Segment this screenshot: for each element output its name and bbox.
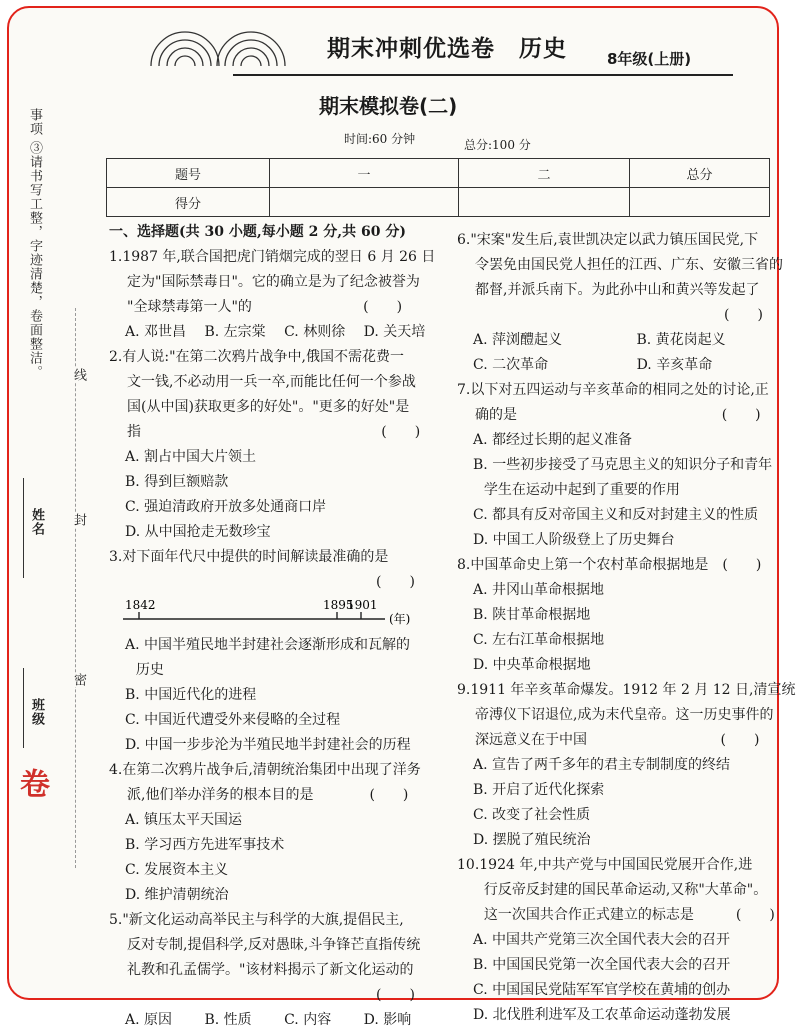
answer-option: C. 二次革命 D. 辛亥革命: [473, 357, 713, 373]
question-text: 行反帝反封建的国民革命运动,又称"大革命"。: [475, 882, 768, 898]
time-scale-label: 1895: [323, 598, 354, 612]
question-text: 3.对下面年代尺中提供的时间解读最准确的是: [109, 549, 389, 565]
time-scale-unit: (年): [389, 612, 411, 626]
score-header-cell: 题号: [107, 159, 270, 188]
answer-option: B. 中国近代化的进程: [125, 687, 257, 703]
score-row-label: 得分: [107, 188, 270, 217]
question-text: 5."新文化运动高举民主与科学的大旗,提倡民主,: [109, 912, 404, 928]
time-scale: [109, 595, 449, 633]
answer-option: B. 陕甘革命根据地: [473, 607, 591, 623]
bleed-through-area: [105, 88, 325, 148]
question-text: "全球禁毒第一人"的 ( ): [127, 299, 403, 315]
total-score: 总分:100 分: [464, 138, 531, 152]
question-text: 7.以下对五四运动与辛亥革命的相同之处的讨论,正: [457, 382, 769, 398]
time-scale-label: 1901: [347, 598, 378, 612]
question-text: 派,他们举办洋务的根本目的是 ( ): [127, 787, 409, 803]
question-text: ( ): [109, 987, 415, 1003]
time-scale-svg: [109, 595, 409, 633]
question-text: 6."宋案"发生后,袁世凯决定以武力镇压国民党,下: [457, 232, 759, 248]
paper-title: 期末模拟卷(二): [319, 94, 458, 118]
score-cell: [270, 188, 459, 217]
question-text: 定为"国际禁毒日"。它的确立是为了纪念被誉为: [127, 274, 420, 290]
class-underline: [23, 668, 24, 748]
answer-option: D. 中央革命根据地: [473, 657, 591, 673]
answer-option: C. 发展资本主义: [125, 862, 229, 878]
question-text: 历史: [127, 662, 164, 678]
question-text: 确的是 ( ): [475, 407, 761, 423]
answer-option: B. 得到巨额赔款: [125, 474, 229, 490]
question-text: 这一次国共合作正式建立的标志是 ( ): [475, 907, 775, 923]
question-text: 帝溥仪下诏退位,成为末代皇帝。这一历史事件的: [475, 707, 774, 723]
question-text: 学生在运动中起到了重要的作用: [475, 482, 680, 498]
seal-word-mi: 密: [71, 673, 86, 687]
question-text: 国(从中国)获取更多的好处"。"更多的好处"是: [127, 399, 410, 415]
score-header-cell: 一: [270, 159, 459, 188]
score-table: [106, 158, 770, 217]
answer-option: D. 从中国抢走无数珍宝: [125, 524, 271, 540]
score-cell: [459, 188, 630, 217]
exam-page: [7, 6, 796, 1028]
name-underline: [23, 478, 24, 578]
question-text: 2.有人说:"在第二次鸦片战争中,俄国不需花费一: [109, 349, 404, 365]
question-text: 文一钱,不必动用一兵一卒,而能比任何一个参战: [127, 374, 416, 390]
answer-option: D. 中国工人阶级登上了历史舞台: [473, 532, 675, 548]
answer-option: A. 中国共产党第三次全国代表大会的召开: [473, 932, 731, 948]
answer-option: D. 维护清朝统治: [125, 887, 229, 903]
question-text: 深远意义在于中国 ( ): [475, 732, 760, 748]
answer-option: C. 中国国民党陆军军官学校在黄埔的创办: [473, 982, 731, 998]
header-rule: [233, 74, 733, 76]
question-text: ( ): [109, 574, 415, 590]
answer-option: B. 中国国民党第一次全国代表大会的召开: [473, 957, 731, 973]
answer-option: A. 邓世昌 B. 左宗棠 C. 林则徐 D. 关天培: [125, 324, 426, 340]
answer-option: B. 开启了近代化探索: [473, 782, 605, 798]
rainbow-arcs-logo: [147, 16, 297, 68]
question-text: 礼教和孔孟儒学。"该材料揭示了新文化运动的: [127, 962, 414, 978]
question-text: 9.1911 年辛亥革命爆发。1912 年 2 月 12 日,清宣统: [457, 682, 796, 698]
answer-option: B. 学习西方先进军事技术: [125, 837, 285, 853]
answer-option: A. 都经过长期的起义准备: [473, 432, 633, 448]
red-edge-mark: 卷: [14, 768, 49, 798]
section-heading: 一、选择题(共 30 小题,每小题 2 分,共 60 分): [109, 224, 406, 240]
answer-option: C. 左右江革命根据地: [473, 632, 605, 648]
time-limit: 时间:60 分钟: [344, 132, 416, 146]
answer-option: C. 都具有反对帝国主义和反对封建主义的性质: [473, 507, 759, 523]
series-title: 期末冲刺优选卷 历史: [327, 35, 567, 62]
answer-option: A. 井冈山革命根据地: [473, 582, 605, 598]
name-label: 姓名: [29, 508, 44, 536]
question-text: 反对专制,提倡科学,反对愚昧,斗争锋芒直指传统: [127, 937, 421, 953]
notice-text: 事项 ③请书写工整，字迹清楚，卷面整洁。: [27, 108, 42, 380]
question-column-right: [457, 228, 796, 1028]
question-text: 都督,并派兵南下。为此孙中山和黄兴等发起了: [475, 282, 760, 298]
time-scale-label: 1842: [125, 598, 156, 612]
binding-margin: [9, 8, 101, 998]
seal-line: [75, 308, 76, 868]
answer-option: C. 中国近代遭受外来侵略的全过程: [125, 712, 341, 728]
answer-option: A. 割占中国大片领土: [125, 449, 257, 465]
question-column-left: [109, 220, 449, 1033]
class-label: 班级: [29, 698, 44, 726]
score-cell: [630, 188, 770, 217]
question-text: 4.在第二次鸦片战争后,清朝统治集团中出现了洋务: [109, 762, 421, 778]
answer-option: A. 宣告了两千多年的君主专制制度的终结: [473, 757, 731, 773]
answer-option: D. 中国一步步沦为半殖民地半封建社会的历程: [125, 737, 411, 753]
grade-label: 8年级(上册): [607, 50, 692, 68]
answer-option: D. 摆脱了殖民统治: [473, 832, 591, 848]
answer-option: A. 中国半殖民地半封建社会逐渐形成和瓦解的: [125, 637, 411, 653]
question-text: 1.1987 年,联合国把虎门销烟完成的翌日 6 月 26 日: [109, 249, 436, 265]
seal-word-xian: 线: [71, 368, 86, 382]
answer-option: A. 镇压太平天国运: [125, 812, 243, 828]
question-text: 10.1924 年,中共产党与中国国民党展开合作,进: [457, 857, 753, 873]
answer-option: C. 改变了社会性质: [473, 807, 591, 823]
seal-word-feng: 封: [71, 513, 86, 527]
answer-option: B. 一些初步接受了马克思主义的知识分子和青年: [473, 457, 773, 473]
score-header-cell: 二: [459, 159, 630, 188]
question-text: 令罢免由国民党人担任的江西、广东、安徽三省的: [475, 257, 783, 273]
answer-option: A. 原因 B. 性质 C. 内容 D. 影响: [125, 1012, 412, 1028]
question-text: 8.中国革命史上第一个农村革命根据地是 ( ): [457, 557, 762, 573]
answer-option: A. 萍浏醴起义 B. 黄花岗起义: [473, 332, 726, 348]
answer-option: C. 强迫清政府开放多处通商口岸: [125, 499, 327, 515]
score-header-cell: 总分: [630, 159, 770, 188]
question-text: 指 ( ): [127, 424, 421, 440]
answer-option: D. 北伐胜利进军及工农革命运动蓬勃发展: [473, 1007, 731, 1023]
question-text: ( ): [457, 307, 763, 323]
